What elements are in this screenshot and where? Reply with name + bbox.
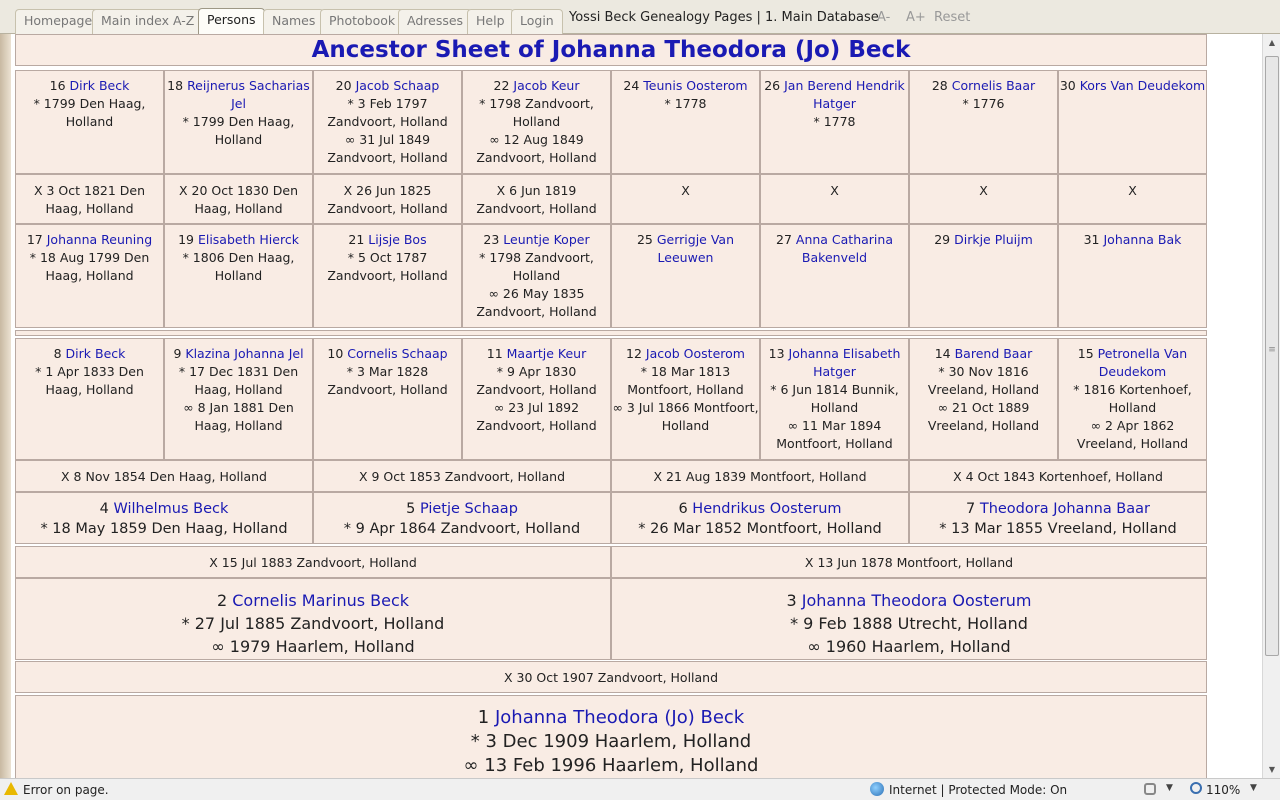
birth-info: * 1778 [664, 96, 707, 111]
ancestor-cell [313, 70, 462, 174]
zoom-dropdown-icon[interactable]: ▼ [1250, 783, 1257, 793]
tab-photobook[interactable]: Photobook [320, 9, 404, 34]
marriage-cell: X 21 Aug 1839 Montfoort, Holland [611, 460, 909, 492]
ancestor-cell [611, 578, 1207, 660]
death-info: ∞ 26 May 1835 Zandvoort, Holland [476, 286, 597, 319]
ancestor-number: 23 [483, 232, 500, 247]
birth-info: * 13 Mar 1855 Vreeland, Holland [939, 521, 1177, 537]
ancestor-number: 2 [216, 591, 228, 610]
ancestor-number: 25 [636, 232, 653, 247]
zoom-level[interactable]: 110% [1206, 783, 1241, 797]
grip-icon: ≡ [1268, 345, 1276, 355]
person-link[interactable]: Lijsje Bos [368, 232, 427, 247]
ancestor-number: 4 [99, 501, 109, 517]
person-link[interactable]: Jan Berend Hendrik Hatger [784, 78, 905, 111]
marriage-cell: X [909, 174, 1058, 224]
person-link[interactable]: Johanna Theodora Oosterum [801, 591, 1032, 610]
font-reset-button[interactable]: Reset [934, 10, 971, 25]
person-link[interactable]: Dirk Beck [69, 78, 130, 93]
tab-names[interactable]: Names [263, 9, 324, 34]
ancestor-number: 26 [764, 78, 781, 93]
birth-info: * 1799 Den Haag, Holland [182, 114, 295, 147]
death-info: ∞ 1979 Haarlem, Holland [211, 637, 415, 656]
person-link[interactable]: Johanna Reuning [46, 232, 153, 247]
marriage-cell: X 8 Nov 1854 Den Haag, Holland [15, 460, 313, 492]
ancestor-cell [611, 338, 760, 460]
birth-info: * 1798 Zandvoort, Holland [479, 250, 594, 283]
ancestor-cell [15, 224, 164, 328]
chevron-down-icon[interactable]: ▼ [1166, 783, 1173, 793]
person-link[interactable]: Klazina Johanna Jel [185, 346, 304, 361]
ancestor-cell [760, 70, 909, 174]
vertical-scrollbar[interactable] [1262, 34, 1280, 778]
ancestor-cell [15, 338, 164, 460]
globe-icon [870, 782, 884, 796]
ancestor-cell [909, 70, 1058, 174]
person-link[interactable]: Barend Baar [954, 346, 1033, 361]
ancestor-number: 29 [934, 232, 951, 247]
birth-info: * 1806 Den Haag, Holland [182, 250, 295, 283]
scroll-up-icon[interactable]: ▲ [1268, 38, 1276, 47]
person-link[interactable]: Dirkje Pluijm [954, 232, 1033, 247]
marriage-cell: X [760, 174, 909, 224]
generation-separator [15, 330, 1207, 336]
ancestor-cell [909, 492, 1207, 544]
ancestor-number: 15 [1077, 346, 1094, 361]
ancestor-number: 22 [493, 78, 510, 93]
person-link[interactable]: Theodora Johanna Baar [979, 501, 1150, 517]
ancestor-cell [462, 70, 611, 174]
birth-info: * 1816 Kortenhoef, Holland [1073, 382, 1192, 415]
ancestor-number: 19 [178, 232, 194, 247]
tab-login[interactable]: Login [511, 9, 563, 34]
death-info: ∞ 23 Jul 1892 Zandvoort, Holland [476, 400, 597, 433]
ancestor-cell [611, 70, 760, 174]
ancestor-sheet [13, 34, 1209, 778]
birth-info: * 18 May 1859 Den Haag, Holland [40, 521, 288, 537]
root-person-cell [15, 695, 1207, 778]
ancestor-cell [760, 338, 909, 460]
tab-homepage[interactable]: Homepage [15, 9, 101, 34]
ancestor-cell [1058, 338, 1207, 460]
birth-info: * 1 Apr 1833 Den Haag, Holland [35, 364, 144, 397]
ancestor-cell [313, 224, 462, 328]
ancestor-cell [462, 224, 611, 328]
person-link[interactable]: Hendrikus Oosterum [692, 501, 842, 517]
ancestor-number: 13 [768, 346, 785, 361]
marriage-cell: X 3 Oct 1821 Den Haag, Holland [15, 174, 164, 224]
person-link[interactable]: Johanna Elisabeth Hatger [788, 346, 901, 379]
ancestor-cell [15, 70, 164, 174]
birth-info: * 17 Dec 1831 Den Haag, Holland [178, 364, 299, 397]
marriage-cell: X 15 Jul 1883 Zandvoort, Holland [15, 546, 611, 578]
person-link[interactable]: Elisabeth Hierck [197, 232, 299, 247]
ancestor-number: 30 [1059, 78, 1076, 93]
status-bar [0, 778, 1280, 800]
ancestor-cell [611, 224, 760, 328]
birth-info: * 18 Mar 1813 Montfoort, Holland [627, 364, 744, 397]
page-title: Ancestor Sheet of Johanna Theodora (Jo) Beck [15, 34, 1207, 66]
marriage-cell: X 20 Oct 1830 Den Haag, Holland [164, 174, 313, 224]
birth-info: * 9 Apr 1830 Zandvoort, Holland [476, 364, 597, 397]
marriage-cell: X [1058, 174, 1207, 224]
ancestor-number: 5 [406, 501, 416, 517]
marriage-cell: X 6 Jun 1819 Zandvoort, Holland [462, 174, 611, 224]
person-link[interactable]: Kors Van Deudekom [1079, 78, 1206, 93]
birth-info: * 3 Feb 1797 Zandvoort, Holland [327, 96, 448, 129]
death-info: ∞ 12 Aug 1849 Zandvoort, Holland [476, 132, 597, 165]
birth-info: * 26 Mar 1852 Montfoort, Holland [638, 521, 882, 537]
marriage-cell: X 26 Jun 1825 Zandvoort, Holland [313, 174, 462, 224]
ancestor-number: 27 [776, 232, 792, 247]
birth-info: * 3 Mar 1828 Zandvoort, Holland [327, 364, 448, 397]
person-link[interactable]: Wilhelmus Beck [113, 501, 229, 517]
ancestor-number: 3 [786, 591, 797, 610]
ancestor-cell [15, 492, 313, 544]
marriage-cell: X 9 Oct 1853 Zandvoort, Holland [313, 460, 611, 492]
navigation-bar [0, 0, 1280, 34]
person-link[interactable]: Jacob Oosterom [645, 346, 745, 361]
ancestor-cell [15, 578, 611, 660]
person-link[interactable]: Jacob Schaap [355, 78, 440, 93]
person-link[interactable]: Cornelis Marinus Beck [232, 591, 410, 610]
warning-icon[interactable] [4, 782, 18, 795]
scrollbar-thumb[interactable] [1265, 56, 1279, 656]
ancestor-cell [760, 224, 909, 328]
ancestor-cell [909, 224, 1058, 328]
ancestor-number: 12 [626, 346, 642, 361]
birth-info: * 9 Feb 1888 Utrecht, Holland [790, 614, 1028, 633]
ancestor-number: 24 [623, 78, 640, 93]
person-link[interactable]: Dirk Beck [65, 346, 126, 361]
ancestor-cell [909, 338, 1058, 460]
birth-info: * 1799 Den Haag, Holland [33, 96, 146, 129]
death-info: ∞ 31 Jul 1849 Zandvoort, Holland [327, 132, 448, 165]
ancestor-number: 18 [167, 78, 184, 93]
birth-info: * 1776 [962, 96, 1005, 111]
birth-info: * 1778 [813, 114, 856, 129]
ancestor-cell [1058, 224, 1207, 328]
birth-info: * 1798 Zandvoort, Holland [479, 96, 594, 129]
ancestor-number: 31 [1083, 232, 1100, 247]
person-link[interactable]: Leuntje Koper [503, 232, 590, 247]
person-link[interactable]: Johanna Bak [1103, 232, 1182, 247]
death-info: ∞ 21 Oct 1889 Vreeland, Holland [927, 400, 1040, 433]
person-link[interactable]: Pietje Schaap [419, 501, 518, 517]
marriage-cell: X 30 Oct 1907 Zandvoort, Holland [15, 661, 1207, 693]
ancestor-number: 28 [931, 78, 948, 93]
birth-info: * 18 Aug 1799 Den Haag, Holland [29, 250, 150, 283]
birth-info: * 3 Dec 1909 Haarlem, Holland [470, 731, 752, 752]
birth-info: * 5 Oct 1787 Zandvoort, Holland [327, 250, 448, 283]
ancestor-number: 17 [26, 232, 43, 247]
ancestor-number: 9 [173, 346, 182, 361]
security-zone[interactable]: Internet | Protected Mode: On [889, 783, 1068, 797]
marriage-cell: X 4 Oct 1843 Kortenhoef, Holland [909, 460, 1207, 492]
birth-info: * 27 Jul 1885 Zandvoort, Holland [181, 614, 445, 633]
person-link[interactable]: Jacob Keur [513, 78, 580, 93]
marriage-cell: X 13 Jun 1878 Montfoort, Holland [611, 546, 1207, 578]
death-info: ∞ 1960 Haarlem, Holland [807, 637, 1011, 656]
ancestor-number: 8 [53, 346, 62, 361]
security-icon[interactable] [1144, 783, 1156, 795]
death-info: ∞ 13 Feb 1996 Haarlem, Holland [463, 755, 759, 776]
birth-info: * 9 Apr 1864 Zandvoort, Holland [343, 521, 581, 537]
birth-info: * 6 Jun 1814 Bunnik, Holland [770, 382, 899, 415]
tab-help[interactable]: Help [467, 9, 514, 34]
death-info: ∞ 3 Jul 1866 Montfoort, Holland [612, 400, 759, 433]
error-message[interactable]: Error on page. [23, 783, 109, 797]
ancestor-cell [611, 492, 909, 544]
ancestor-number: 1 [477, 707, 490, 728]
person-link[interactable]: Johanna Theodora (Jo) Beck [494, 707, 745, 728]
death-info: ∞ 2 Apr 1862 Vreeland, Holland [1076, 418, 1189, 451]
ancestor-number: 11 [486, 346, 503, 361]
font-smaller-button[interactable]: A- [877, 10, 891, 25]
ancestor-cell [313, 492, 611, 544]
site-title: Yossi Beck Genealogy Pages | 1. Main Database [569, 10, 879, 25]
ancestor-number: 7 [966, 501, 976, 517]
ancestor-number: 14 [934, 346, 951, 361]
person-link[interactable]: Gerrigje Van Leeuwen [656, 232, 735, 265]
ancestor-number: 21 [348, 232, 365, 247]
death-info: ∞ 11 Mar 1894 Montfoort, Holland [776, 418, 893, 451]
ancestor-cell [462, 338, 611, 460]
font-larger-button[interactable]: A+ [906, 10, 926, 25]
ancestor-cell [164, 224, 313, 328]
decorative-strip [0, 34, 11, 778]
birth-info: * 30 Nov 1816 Vreeland, Holland [927, 364, 1040, 397]
death-info: ∞ 8 Jan 1881 Den Haag, Holland [183, 400, 294, 433]
ancestor-number: 10 [327, 346, 344, 361]
person-link[interactable]: Maartje Keur [506, 346, 587, 361]
ancestor-cell [313, 338, 462, 460]
person-link[interactable]: Anna Catharina Bakenveld [795, 232, 893, 265]
person-link[interactable]: Teunis Oosterom [643, 78, 748, 93]
ancestor-number: 20 [335, 78, 352, 93]
person-link[interactable]: Reijnerus Sacharias Jel [187, 78, 310, 111]
marriage-cell: X [611, 174, 760, 224]
ancestor-cell [1058, 70, 1207, 174]
scroll-down-icon[interactable]: ▼ [1268, 765, 1276, 774]
ancestor-number: 6 [678, 501, 688, 517]
tab-main-index[interactable]: Main index A-Z [92, 9, 203, 34]
tab-adresses[interactable]: Adresses [398, 9, 472, 34]
ancestor-cell [164, 70, 313, 174]
person-link[interactable]: Cornelis Baar [951, 78, 1036, 93]
tab-persons[interactable]: Persons [198, 8, 265, 35]
zoom-icon[interactable] [1190, 782, 1202, 794]
ancestor-number: 16 [49, 78, 66, 93]
ancestor-cell [164, 338, 313, 460]
person-link[interactable]: Petronella Van Deudekom [1097, 346, 1188, 379]
person-link[interactable]: Cornelis Schaap [347, 346, 448, 361]
